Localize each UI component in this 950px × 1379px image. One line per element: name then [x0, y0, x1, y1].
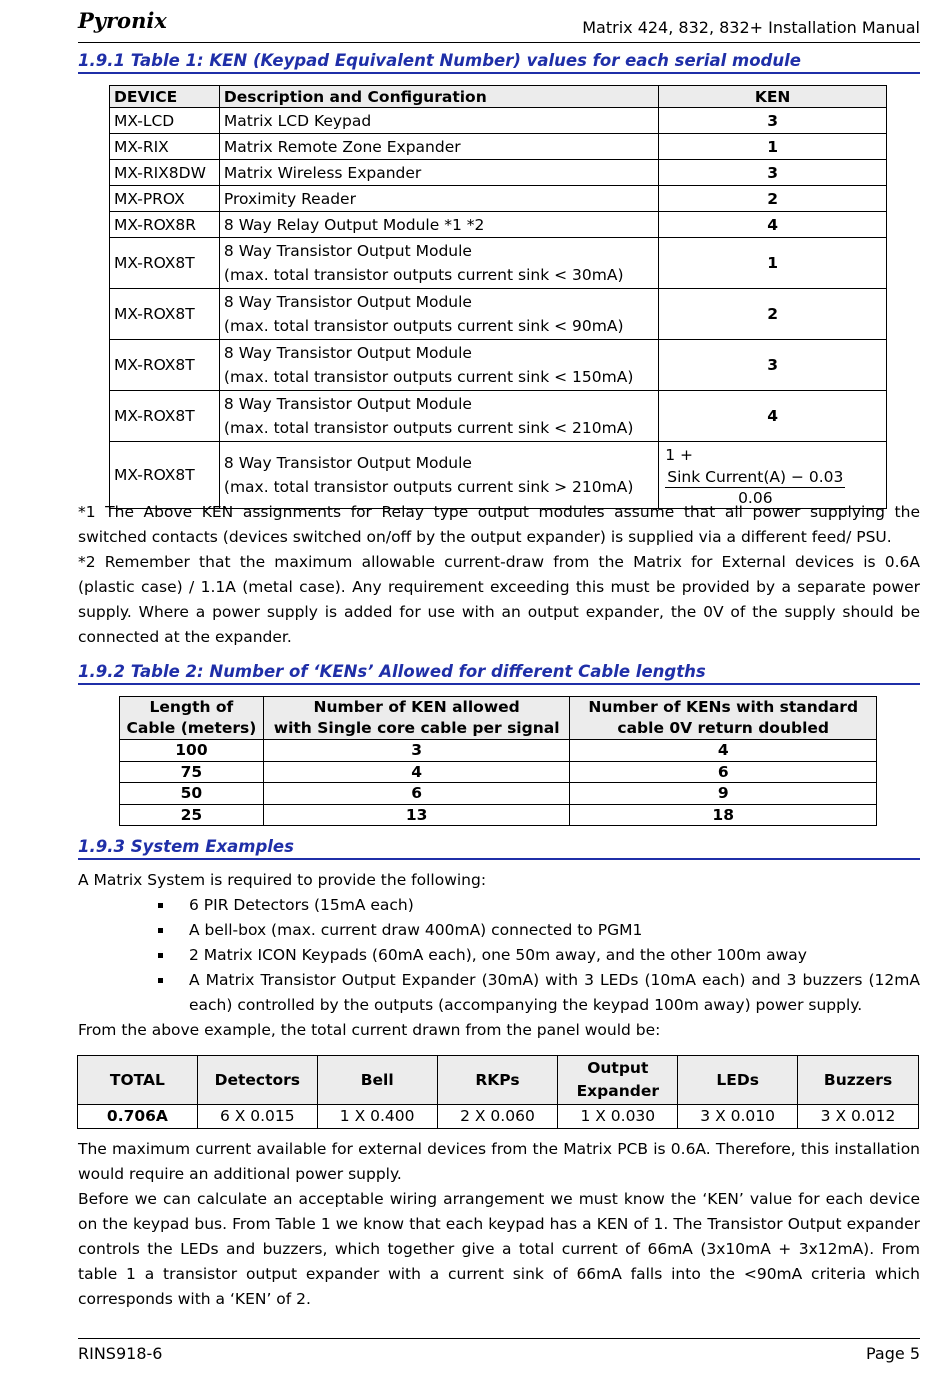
device-cell: MX-ROX8T — [110, 238, 220, 289]
header-output-expander — [558, 1056, 678, 1105]
pyronix-logo: Pyronix — [78, 8, 167, 33]
table-row — [110, 238, 887, 289]
description-cell: Matrix Wireless Expander — [219, 160, 658, 186]
note-1: *1 The Above KEN assignments for Relay type output modules assume that all power supplying the switched contacts (devices switched on/off by the output expander) is supplied via a different feed/ PSU. — [78, 503, 920, 546]
description-cell — [219, 391, 658, 442]
table-row — [78, 1105, 919, 1129]
device-cell: MX-RIX8DW — [110, 160, 220, 186]
table-row — [120, 740, 877, 762]
header-ken: KEN — [659, 86, 887, 108]
table-row — [110, 340, 887, 391]
header-bell: Bell — [317, 1056, 437, 1105]
standard-cell: 18 — [570, 804, 877, 826]
single-core-cell: 6 — [263, 783, 570, 805]
table-row — [110, 160, 887, 186]
single-core-cell: 13 — [263, 804, 570, 826]
output-expander-cell: 1 X 0.030 — [558, 1105, 678, 1129]
ken-formula-numerator: Sink Current(A) − 0.03 — [667, 467, 844, 486]
length-cell: 100 — [120, 740, 264, 762]
closing-paragraph-2: Before we can calculate an acceptable wiring arrangement we must know the ‘KEN’ value for each device on the keypad bus. From Table 1 we know that each keypad has a KEN of 1. The Transistor Output expander controls the LEDs and buzzers, which together give a total current of 66mA (3x10mA + 3x12mA). From table 1 a transistor output expander with a current sink of 66mA falls into the <90mA criteria which corresponds with a ‘KEN’ of 2. — [78, 1190, 920, 1308]
requirements-list — [150, 893, 920, 1018]
header-line: Number of KEN allowed — [313, 698, 520, 716]
length-cell: 25 — [120, 804, 264, 826]
device-cell: MX-ROX8T — [110, 391, 220, 442]
header-standard-cable — [570, 697, 877, 740]
description-line: 8 Way Transistor Output Module — [223, 242, 472, 260]
description-cell: Proximity Reader — [219, 186, 658, 212]
header-total: TOTAL — [78, 1056, 198, 1105]
table-row — [120, 761, 877, 783]
description-line: 8 Way Transistor Output Module — [223, 293, 472, 311]
description-line: 8 Way Transistor Output Module — [223, 395, 472, 413]
closing-paragraph-1: The maximum current available for external devices from the Matrix PCB is 0.6A. Therefore, this installation would require an additional power supply. — [78, 1140, 920, 1183]
cable-length-table — [119, 696, 877, 826]
leds-cell: 3 X 0.010 — [678, 1105, 798, 1129]
description-line: (max. total transistor outputs current sink > 210mA) — [223, 477, 634, 496]
header-line: cable 0V return doubled — [617, 719, 830, 737]
document-id: RINS918-6 — [78, 1344, 163, 1363]
bell-cell: 1 X 0.400 — [317, 1105, 437, 1129]
ken-table — [109, 85, 887, 509]
table-row — [110, 442, 887, 509]
rkps-cell: 2 X 0.060 — [437, 1105, 558, 1129]
device-cell: MX-ROX8R — [110, 212, 220, 238]
table-row — [110, 391, 887, 442]
ken-cell: 4 — [659, 212, 887, 238]
table-row — [110, 108, 887, 134]
table-row — [120, 783, 877, 805]
example-intro: A Matrix System is required to provide the following: — [78, 871, 487, 889]
description-line: (max. total transistor outputs current sink < 90mA) — [223, 317, 624, 335]
list-item — [150, 943, 920, 968]
description-cell: Matrix Remote Zone Expander — [219, 134, 658, 160]
section-heading-table2: 1.9.2 Table 2: Number of ‘KENs’ Allowed for different Cable lengths — [78, 662, 920, 685]
current-total-table — [77, 1055, 919, 1129]
ken-cell: 1 — [659, 134, 887, 160]
header-device: DEVICE — [110, 86, 220, 108]
description-line: (max. total transistor outputs current sink < 150mA) — [223, 368, 634, 386]
header-length — [120, 697, 264, 740]
buzzers-cell: 3 X 0.012 — [798, 1105, 919, 1129]
ken-cell: 3 — [659, 108, 887, 134]
total-cell: 0.706A — [78, 1105, 198, 1129]
ken-cell: 3 — [659, 160, 887, 186]
list-item-text: 2 Matrix ICON Keypads (60mA each), one 50m away, and the other 100m away — [189, 946, 807, 964]
standard-cell: 4 — [570, 740, 877, 762]
table-header-row — [110, 86, 887, 108]
list-item — [150, 918, 920, 943]
example-lead: From the above example, the total current drawn from the panel would be: — [78, 1021, 661, 1039]
description-cell — [219, 442, 658, 509]
manual-title: Matrix 424, 832, 832+ Installation Manual — [582, 18, 920, 37]
bullet-icon — [158, 903, 163, 908]
bullet-icon — [158, 953, 163, 958]
description-cell: Matrix LCD Keypad — [219, 108, 658, 134]
description-line: (max. total transistor outputs current sink < 210mA) — [223, 419, 634, 437]
device-cell: MX-ROX8T — [110, 340, 220, 391]
section-heading-table1: 1.9.1 Table 1: KEN (Keypad Equivalent Number) values for each serial module — [78, 51, 920, 74]
ken-cell: 2 — [659, 186, 887, 212]
note-2: *2 Remember that the maximum allowable current-draw from the Matrix for External devices is 0.6A (plastic case) / 1.1A (metal case). Any requirement exceeding this must be provided by a separate power supply. Where a power supply is added for use with an output expander, the 0V of the supply should be connected at the expander. — [78, 553, 920, 646]
device-cell: MX-RIX — [110, 134, 220, 160]
list-item — [150, 893, 920, 918]
description-cell: 8 Way Relay Output Module *1 *2 — [219, 212, 658, 238]
table-row — [110, 289, 887, 340]
header-divider — [78, 42, 920, 43]
description-cell — [219, 238, 658, 289]
section-heading-examples: 1.9.3 System Examples — [78, 837, 920, 860]
footer-divider — [78, 1338, 920, 1339]
header-line: Expander — [576, 1082, 660, 1100]
table-header-row — [120, 697, 877, 740]
single-core-cell: 3 — [263, 740, 570, 762]
header-line: Number of KENs with standard — [588, 698, 859, 716]
standard-cell: 6 — [570, 761, 877, 783]
list-item-text: 6 PIR Detectors (15mA each) — [189, 896, 414, 914]
header-leds: LEDs — [678, 1056, 798, 1105]
description-line: 8 Way Transistor Output Module — [223, 453, 472, 472]
header-detectors: Detectors — [197, 1056, 317, 1105]
table-row — [110, 212, 887, 238]
list-item-text: A bell-box (max. current draw 400mA) connected to PGM1 — [189, 921, 643, 939]
header-description: Description and Configuration — [219, 86, 658, 108]
device-cell: MX-PROX — [110, 186, 220, 212]
bullet-icon — [158, 978, 163, 983]
header-single-core — [263, 697, 570, 740]
description-line: 8 Way Transistor Output Module — [223, 344, 472, 362]
table-row — [110, 134, 887, 160]
device-cell: MX-LCD — [110, 108, 220, 134]
header-line: Cable (meters) — [126, 719, 257, 737]
ken-formula-prefix: 1 + — [665, 445, 694, 464]
header-line: with Single core cable per signal — [273, 719, 560, 737]
standard-cell: 9 — [570, 783, 877, 805]
ken-formula-cell — [659, 442, 887, 509]
ken-cell: 4 — [659, 391, 887, 442]
ken-cell: 1 — [659, 238, 887, 289]
single-core-cell: 4 — [263, 761, 570, 783]
table-row — [120, 804, 877, 826]
description-line: (max. total transistor outputs current sink < 30mA) — [223, 266, 624, 284]
description-cell — [219, 289, 658, 340]
header-line: Length of — [149, 698, 234, 716]
table-header-row — [78, 1056, 919, 1105]
device-cell: MX-ROX8T — [110, 289, 220, 340]
list-item — [150, 968, 920, 1018]
description-cell — [219, 340, 658, 391]
header-buzzers: Buzzers — [798, 1056, 919, 1105]
length-cell: 50 — [120, 783, 264, 805]
bullet-icon — [158, 928, 163, 933]
device-cell: MX-ROX8T — [110, 442, 220, 509]
header-rkps: RKPs — [437, 1056, 558, 1105]
ken-cell: 3 — [659, 340, 887, 391]
page-number: Page 5 — [866, 1344, 920, 1363]
list-item-text: A Matrix Transistor Output Expander (30mA) with 3 LEDs (10mA each) and 3 buzzers (12mA each) controlled by the outputs (accompanying the keypad 100m away) power supply. — [189, 971, 920, 1014]
length-cell: 75 — [120, 761, 264, 783]
ken-formula-denominator: 0.06 — [738, 488, 773, 507]
table-row — [110, 186, 887, 212]
header-line: Output — [587, 1059, 649, 1077]
ken-cell: 2 — [659, 289, 887, 340]
detectors-cell: 6 X 0.015 — [197, 1105, 317, 1129]
